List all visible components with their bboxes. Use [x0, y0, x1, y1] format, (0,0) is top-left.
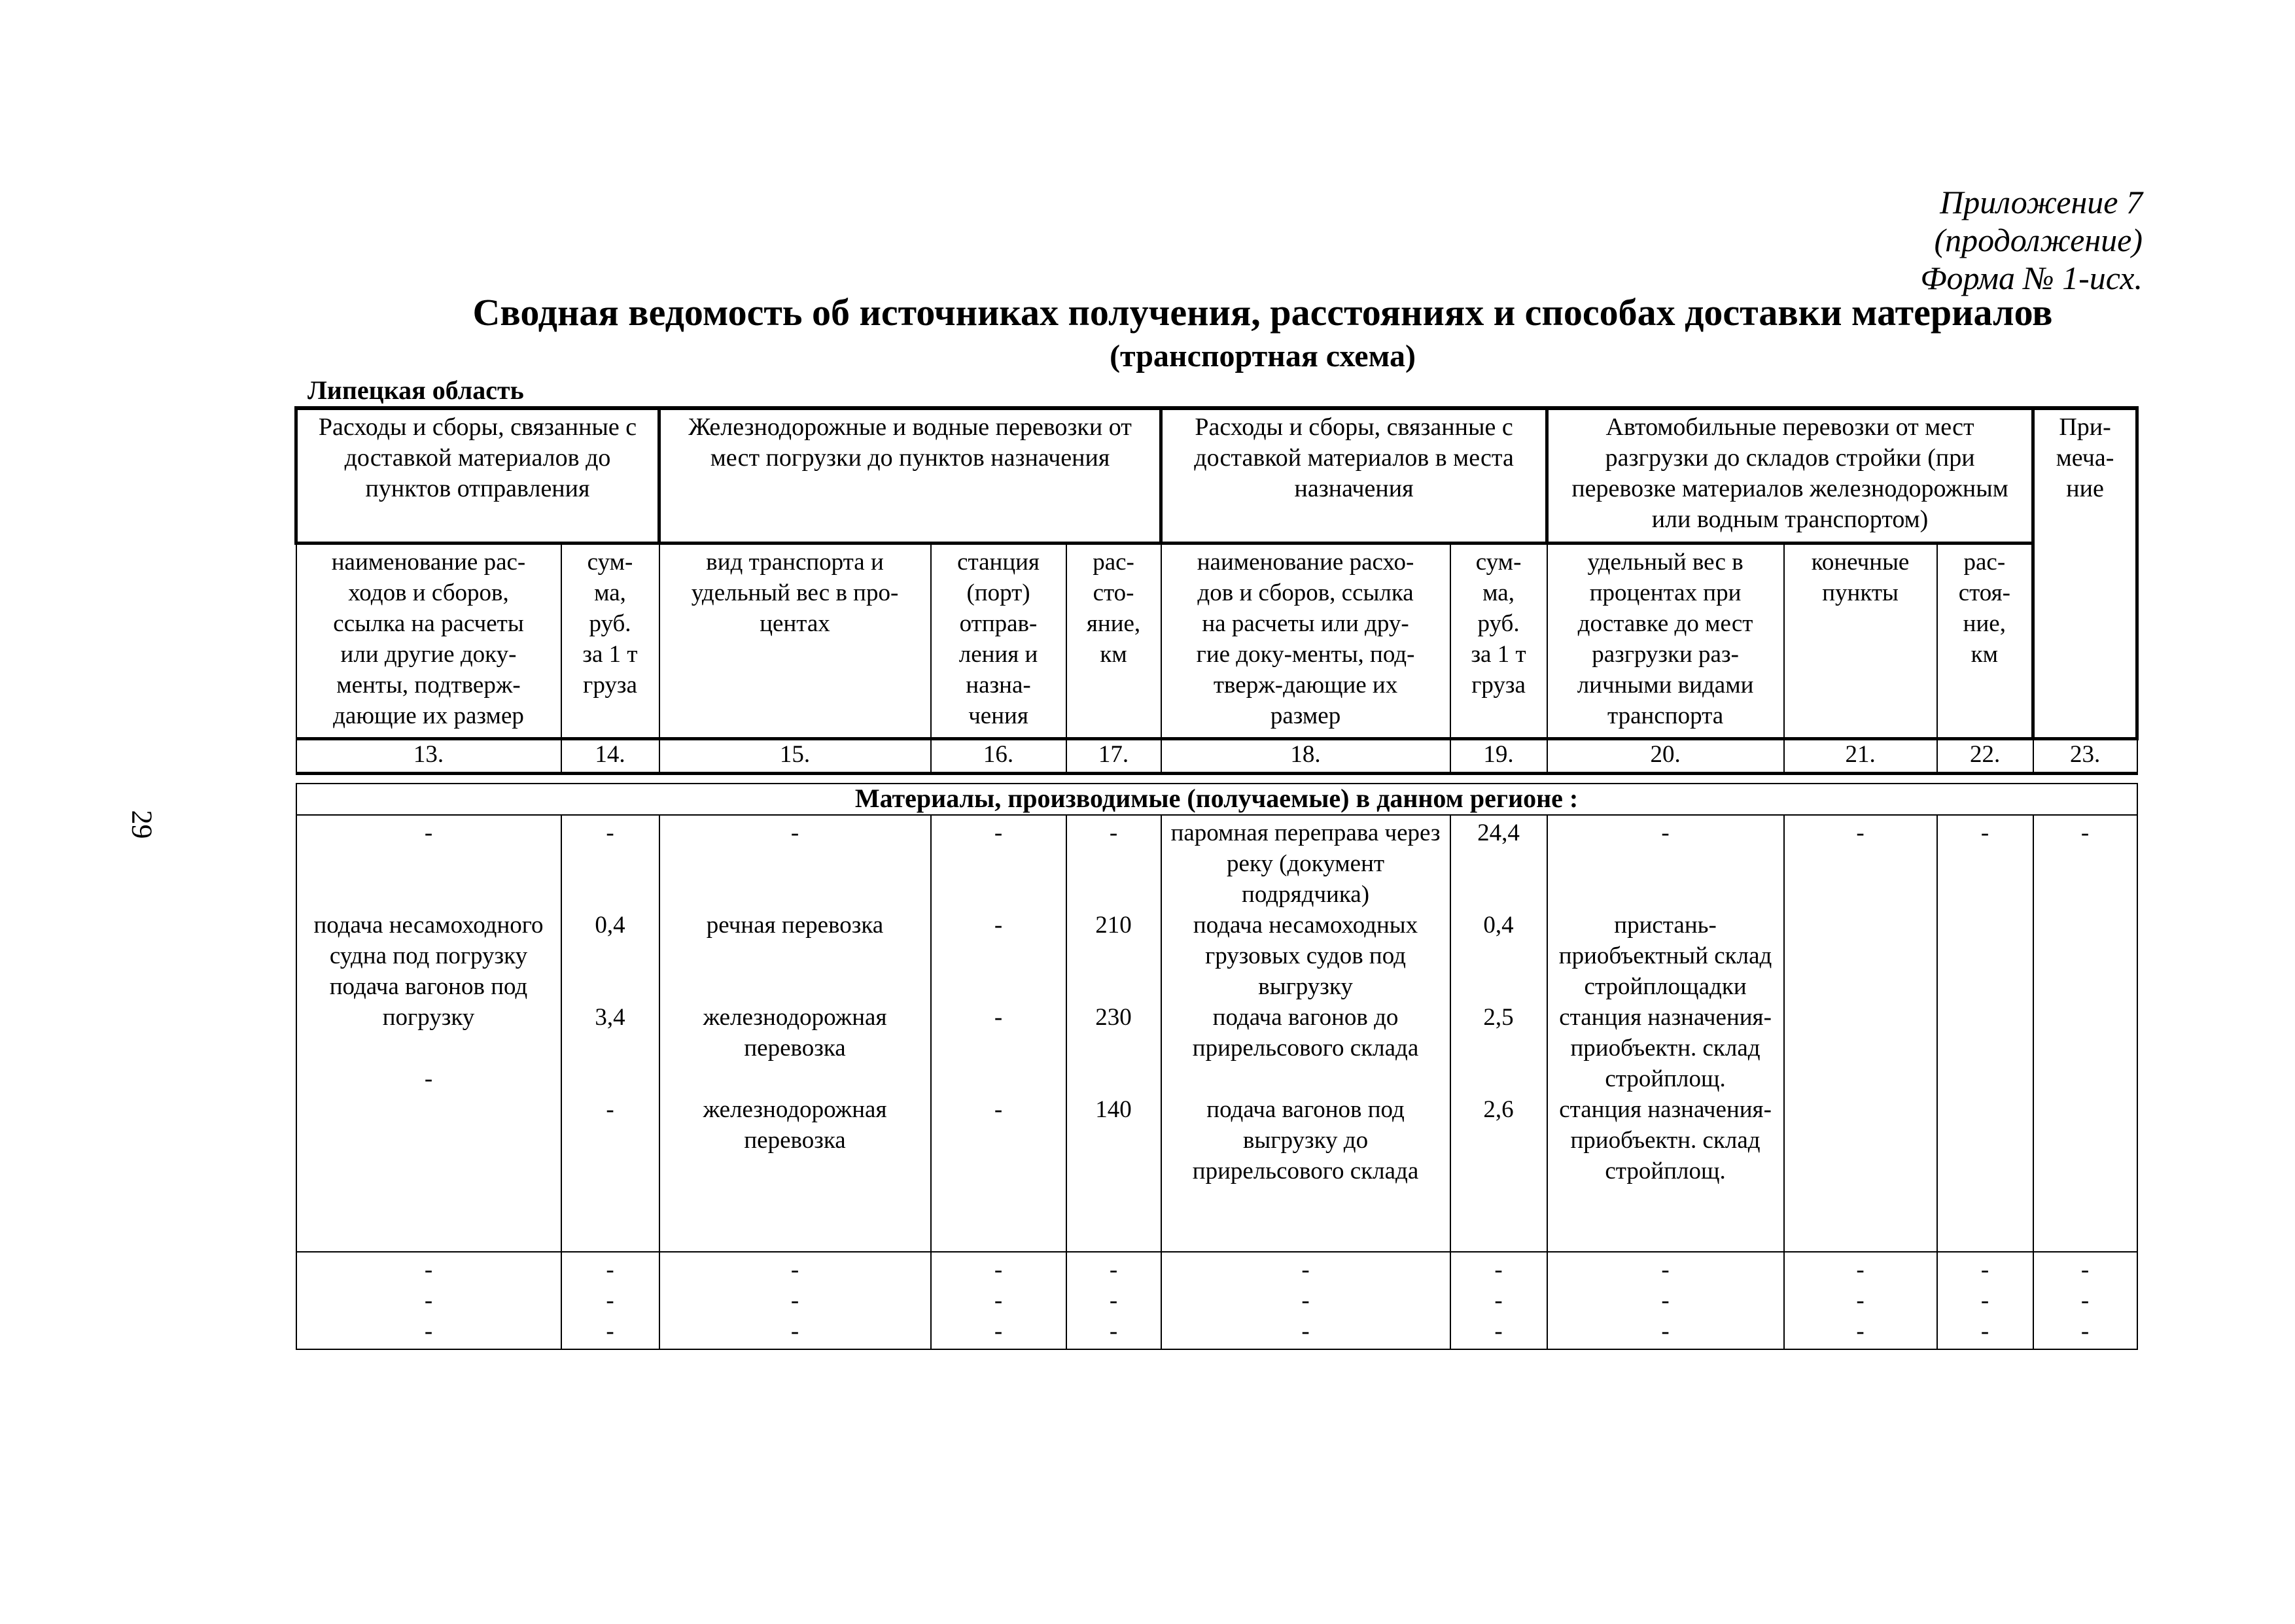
empty-cell: - - -: [1066, 1252, 1161, 1349]
cell-value: -: [2080, 820, 2090, 846]
group-header-road-transport: Автомобильные перевозки от мест разгрузки до складов стройки (при перевозке материалов железнодорожным или водным транспортом): [1547, 408, 2033, 544]
form-label: Форма № 1-исх.: [1920, 260, 2143, 296]
cell-value: пристань-приобъектный склад стройплощадки: [1558, 912, 1772, 1000]
cell-value: 210: [1095, 912, 1132, 939]
cell-value: 2,6: [1483, 1096, 1514, 1123]
col-number: 22.: [1937, 739, 2033, 774]
column-header-row: [296, 544, 2137, 739]
col-number: 21.: [1784, 739, 1937, 774]
cell-value: подача вагонов до прирельсового склада: [1192, 1004, 1419, 1062]
cell-distances: [1066, 815, 1161, 1252]
spacer-cell: [296, 774, 2137, 784]
cell-value: станция назначения-приобъектн. склад стройплощ.: [1559, 1004, 1772, 1092]
column-number-row: [296, 739, 2137, 774]
empty-cell: - - -: [2033, 1252, 2137, 1349]
cell-value: подача несамоходных грузовых судов под выгрузку: [1193, 912, 1418, 1000]
col-header-17: рас- сто- яние, км: [1066, 544, 1161, 739]
cell-value: железнодорожная перевозка: [703, 1096, 887, 1154]
cell-value: -: [606, 1096, 614, 1123]
section-title: Материалы, производимые (получаемые) в данном регионе :: [296, 784, 2137, 815]
cell-value: -: [1109, 820, 1118, 846]
empty-cell: - - -: [1450, 1252, 1547, 1349]
cell-value: речная перевозка: [706, 912, 884, 939]
cell-value: 24,4: [1477, 820, 1520, 846]
cell-end-points: [1784, 815, 1937, 1252]
col-number: 20.: [1547, 739, 1784, 774]
empty-cell: - - -: [1161, 1252, 1450, 1349]
cell-value: 3,4: [595, 1004, 625, 1031]
col-header-18: наименование расхо- дов и сборов, ссылка на расчеты или дру- гие доку-менты, под- тверж-дающие их размер: [1161, 544, 1450, 739]
cell-road-share: [1547, 815, 1784, 1252]
group-header-rail-water: Железнодорожные и водные перевозки от мест погрузки до пунктов назначения: [659, 408, 1161, 544]
cell-value: -: [1661, 820, 1670, 846]
spacer-row: [296, 774, 2137, 784]
cell-value: станция назначения-приобъектн. склад стройплощ.: [1559, 1096, 1772, 1184]
appendix-label: Приложение 7: [1940, 184, 2143, 220]
cell-value: -: [1856, 820, 1865, 846]
col-number: 14.: [561, 739, 659, 774]
cell-destination-expenses: [1161, 815, 1450, 1252]
empty-cell: - - -: [659, 1252, 931, 1349]
col-header-13: наименование рас- ходов и сборов, ссылка на расчеты или другие доку- менты, подтверж- дающие их размер: [296, 544, 561, 739]
cell-stations: [931, 815, 1066, 1252]
appendix-header: [1920, 183, 2143, 297]
col-number: 18.: [1161, 739, 1450, 774]
cell-value: -: [606, 820, 614, 846]
cell-value: -: [994, 820, 1003, 846]
cell-value: 230: [1095, 1004, 1132, 1031]
col-number: 15.: [659, 739, 931, 774]
empty-cell: - - -: [1784, 1252, 1937, 1349]
cell-sums-destination: [1450, 815, 1547, 1252]
cell-value: -: [424, 820, 433, 846]
group-header-row: [296, 408, 2137, 544]
col-header-14: сум- ма, руб. за 1 т груза: [561, 544, 659, 739]
region-label: Липецкая область: [307, 375, 524, 405]
empty-cell: - - -: [296, 1252, 561, 1349]
cell-notes: [2033, 815, 2137, 1252]
cell-road-distance: [1937, 815, 2033, 1252]
cell-value: подача вагонов под выгрузку до прирельсового склада: [1192, 1096, 1419, 1184]
cell-value: -: [790, 820, 799, 846]
cell-value: 0,4: [595, 912, 625, 939]
document-title: Сводная ведомость об источниках получения, расстояниях и способах доставки материалов: [472, 291, 2053, 334]
col-header-15: вид транспорта и удельный вес в про- центах: [659, 544, 931, 739]
cell-value: подача вагонов под погрузку: [329, 973, 528, 1031]
col-number: 16.: [931, 739, 1066, 774]
col-number: 17.: [1066, 739, 1161, 774]
col-header-19: сум- ма, руб. за 1 т груза: [1450, 544, 1547, 739]
cell-value: паромная переправа через реку (документ подрядчика): [1170, 820, 1441, 908]
group-header-departure-costs: Расходы и сборы, связанные с доставкой материалов до пунктов отправления: [296, 408, 659, 544]
cell-value: -: [994, 912, 1003, 939]
col-header-22: рас- стоя- ние, км: [1937, 544, 2033, 739]
col-header-21: конечные пункты: [1784, 544, 1937, 739]
document-subtitle: (транспортная схема): [1110, 339, 1416, 373]
empty-cell: - - -: [561, 1252, 659, 1349]
cell-sums-departure: [561, 815, 659, 1252]
col-number: 23.: [2033, 739, 2137, 774]
cell-expense-names: [296, 815, 561, 1252]
col-number: 19.: [1450, 739, 1547, 774]
cell-value: 140: [1095, 1096, 1132, 1123]
cell-value: -: [994, 1096, 1003, 1123]
group-header-notes: При- меча- ние: [2033, 408, 2137, 739]
cell-value: железнодорожная перевозка: [703, 1004, 887, 1062]
cell-value: -: [994, 1004, 1003, 1031]
cell-value: -: [1980, 820, 1989, 846]
cell-value: -: [424, 1065, 433, 1092]
col-header-16: станция (порт) отправ- ления и назна- чения: [931, 544, 1066, 739]
continuation-label: (продолжение): [1934, 222, 2143, 258]
group-header-destination-costs: Расходы и сборы, связанные с доставкой материалов в места назначения: [1161, 408, 1547, 544]
cell-value: 2,5: [1483, 1004, 1514, 1031]
empty-cell: - - -: [1937, 1252, 2033, 1349]
data-row: [296, 815, 2137, 1252]
cell-value: 0,4: [1483, 912, 1514, 939]
col-header-20: удельный вес в процентах при доставке до мест разгрузки раз- личными видами транспорта: [1547, 544, 1784, 739]
empty-cell: - - -: [931, 1252, 1066, 1349]
section-header-row: [296, 784, 2137, 815]
cell-value: подача несамоходного судна под погрузку: [313, 912, 544, 969]
page-number: 29: [126, 810, 158, 839]
empty-row: [296, 1252, 2137, 1349]
cell-transport-types: [659, 815, 931, 1252]
transport-scheme-table: [294, 406, 2139, 1350]
empty-cell: - - -: [1547, 1252, 1784, 1349]
col-number: 13.: [296, 739, 561, 774]
